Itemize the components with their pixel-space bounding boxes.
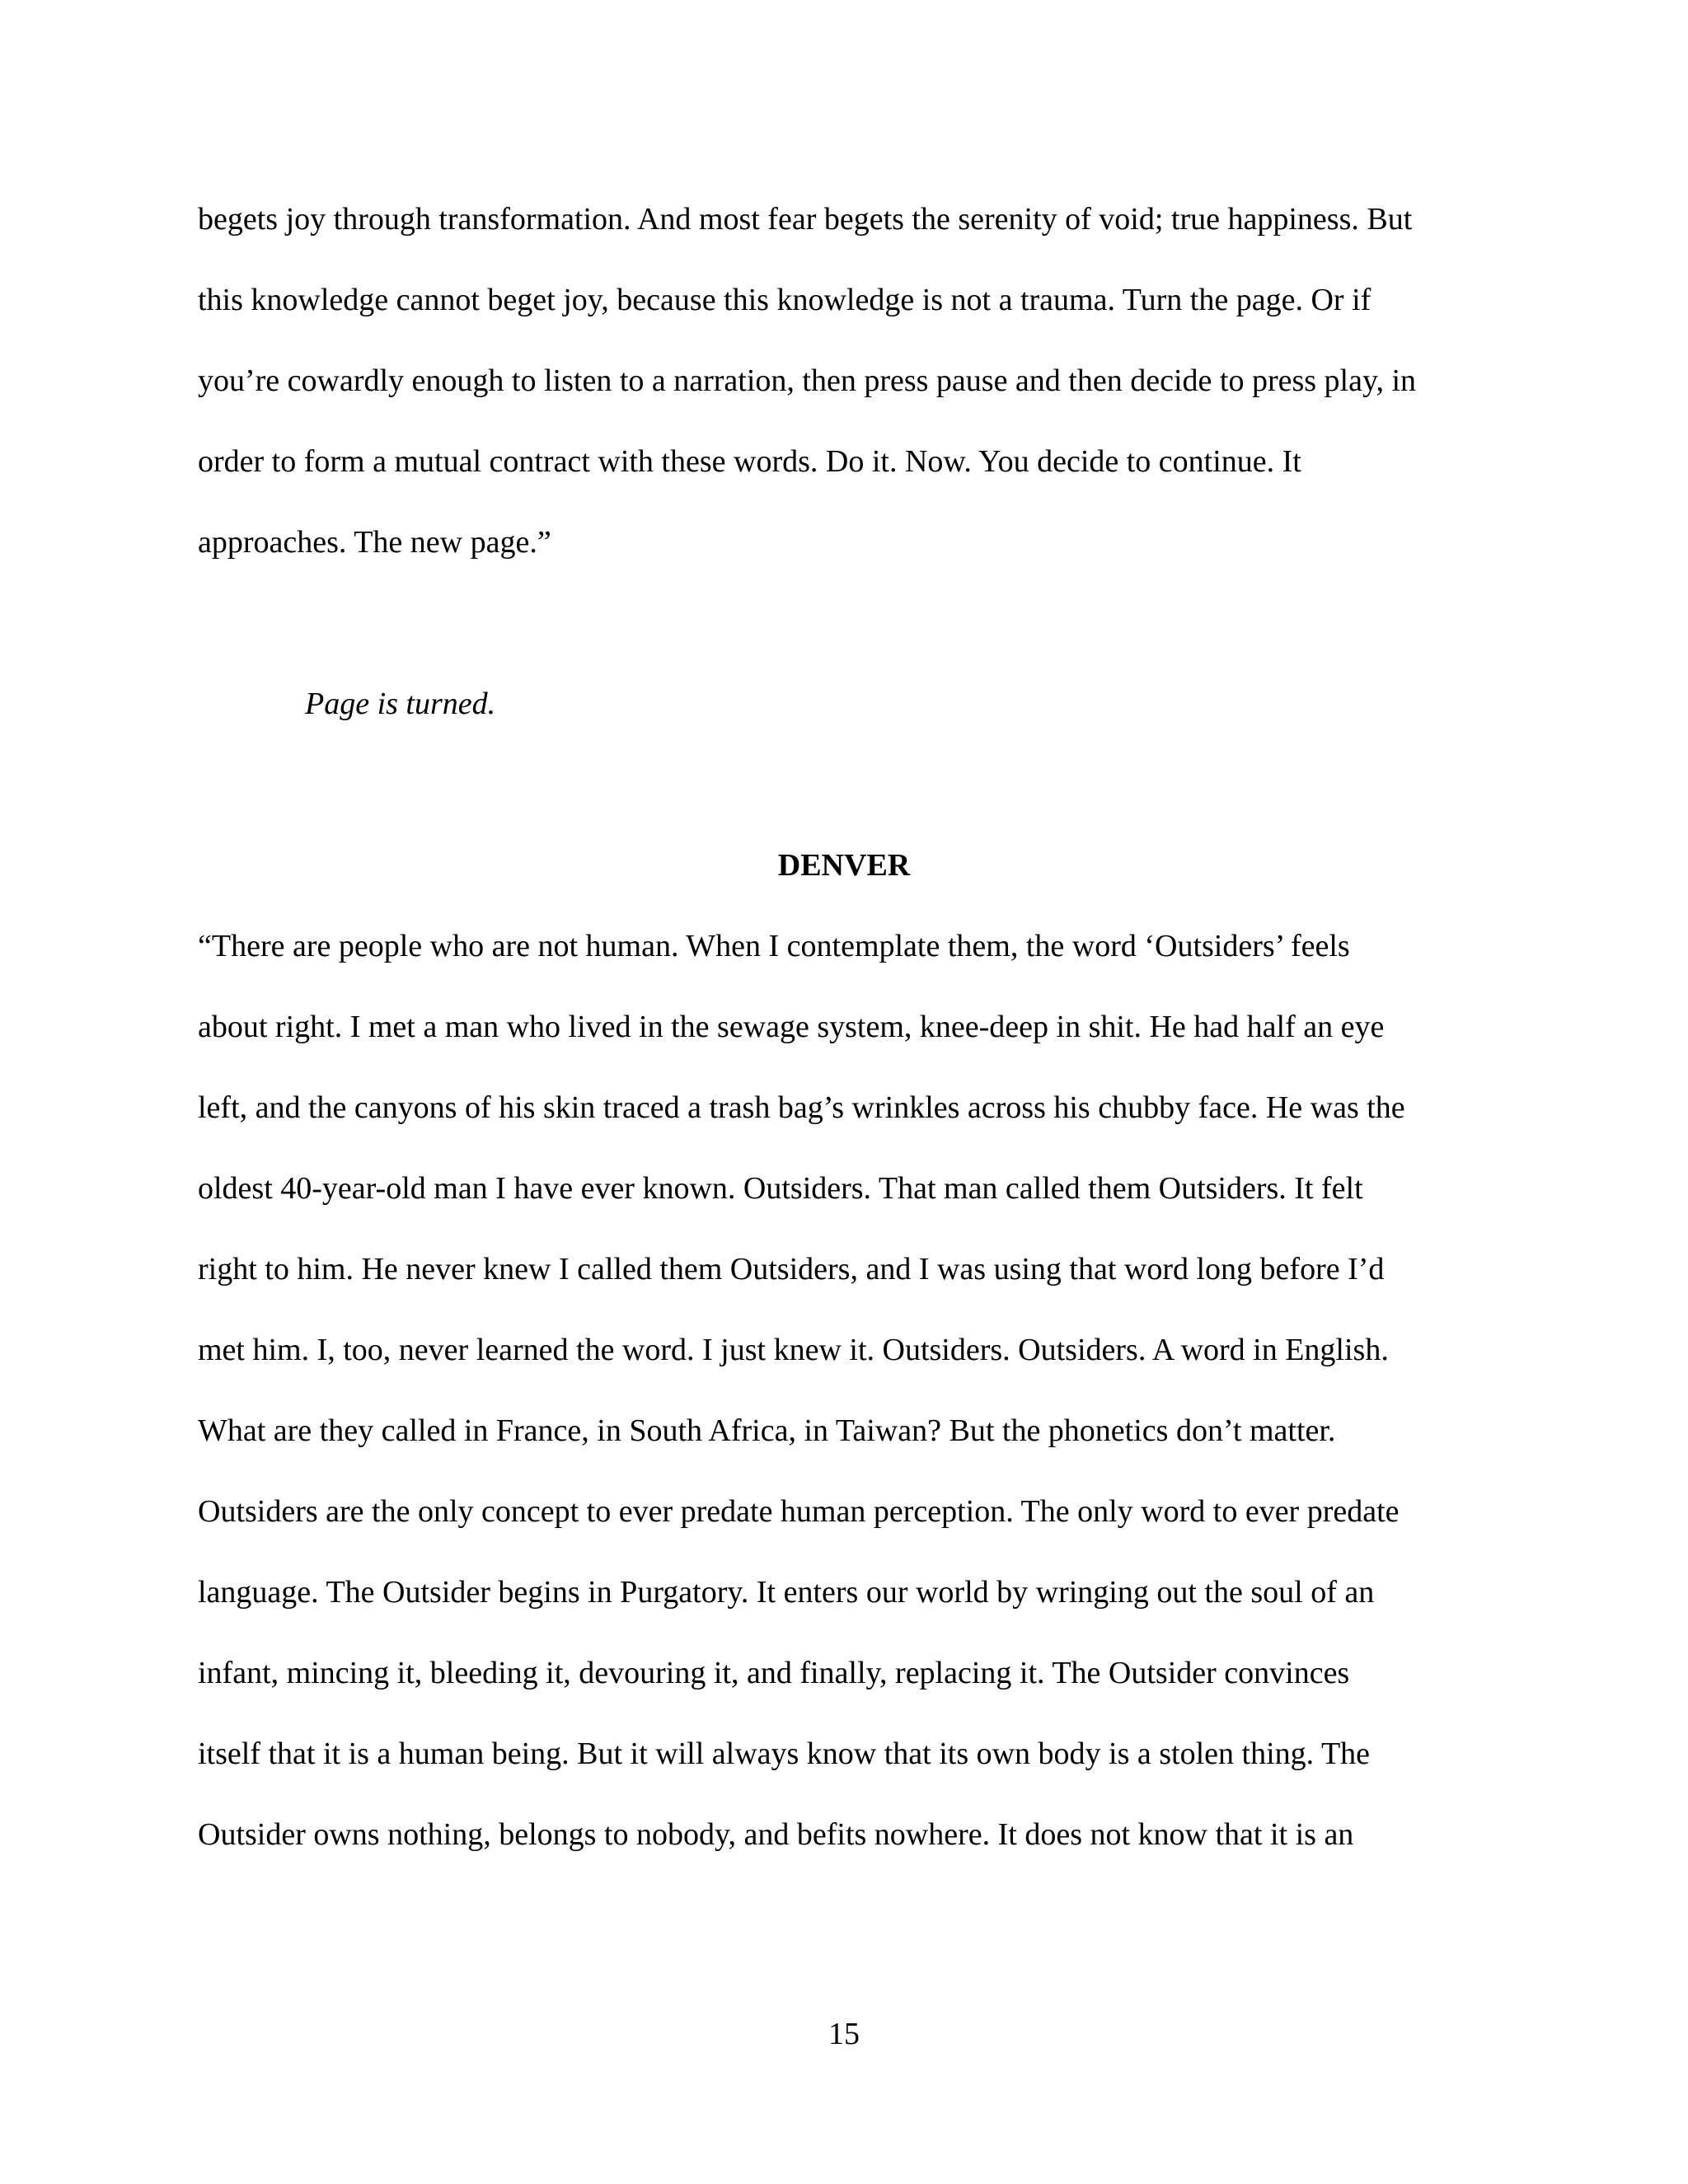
paragraph-line: itself that it is a human being. But it will always know that its own body is a stolen thing. The <box>198 1736 1371 1771</box>
paragraph-line: approaches. The new page.” <box>198 525 551 560</box>
section-heading: DENVER <box>777 848 911 883</box>
paragraph-line: “There are people who are not human. When I contemplate them, the word ‘Outsiders’ feels <box>198 929 1350 963</box>
paragraph-line: left, and the canyons of his skin traced a trash bag’s wrinkles across his chubby face. He was the <box>198 1090 1405 1125</box>
paragraph-line: begets joy through transformation. And most fear begets the serenity of void; true happiness. But <box>198 202 1413 237</box>
page-number: 15 <box>828 2017 860 2051</box>
paragraph-line: oldest 40-year-old man I have ever known. Outsiders. That man called them Outsiders. It felt <box>198 1171 1363 1206</box>
stage-direction: Page is turned. <box>305 687 496 721</box>
paragraph-line: language. The Outsider begins in Purgatory. It enters our world by wringing out the soul of an <box>198 1575 1375 1610</box>
paragraph-line: met him. I, too, never learned the word. I just knew it. Outsiders. Outsiders. A word in English. <box>198 1333 1389 1367</box>
paragraph-line: Outsider owns nothing, belongs to nobody, and befits nowhere. It does not know that it is an <box>198 1817 1354 1852</box>
paragraph-line: you’re cowardly enough to listen to a narration, then press pause and then decide to press play, in <box>198 363 1417 398</box>
paragraph-line: What are they called in France, in South Africa, in Taiwan? But the phonetics don’t matter. <box>198 1413 1336 1448</box>
paragraph-line: about right. I met a man who lived in the sewage system, knee-deep in shit. He had half an eye <box>198 1010 1385 1044</box>
paragraph-line: Outsiders are the only concept to ever predate human perception. The only word to ever predate <box>198 1494 1400 1529</box>
paragraph-line: this knowledge cannot beget joy, because this knowledge is not a trauma. Turn the page. Or if <box>198 283 1372 317</box>
paragraph-line: infant, mincing it, bleeding it, devouring it, and finally, replacing it. The Outsider convinces <box>198 1656 1350 1690</box>
paragraph-line: order to form a mutual contract with these words. Do it. Now. You decide to continue. It <box>198 444 1301 479</box>
paragraph-line: right to him. He never knew I called them Outsiders, and I was using that word long before I’d <box>198 1252 1385 1286</box>
